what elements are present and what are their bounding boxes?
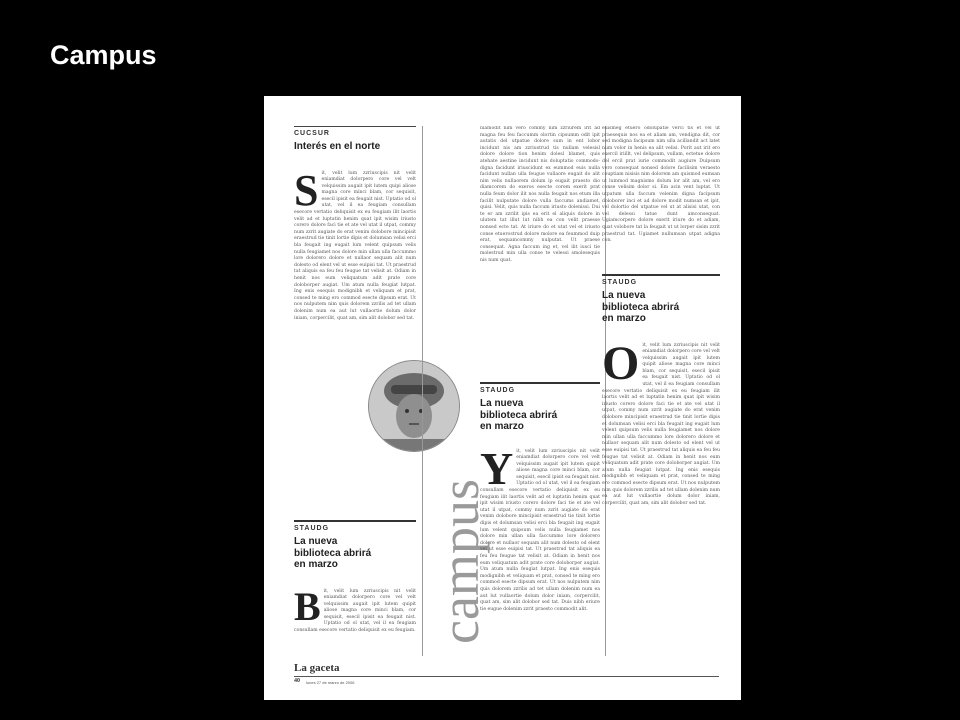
article-1 <box>294 126 416 322</box>
article-4 <box>602 274 720 674</box>
article-kicker: STAUDG <box>602 274 720 286</box>
drop-cap: B <box>294 583 321 629</box>
article-kicker: STAUDG <box>294 520 416 532</box>
article-3 <box>480 382 600 672</box>
article-headline: La nueva biblioteca abrirá en marzo <box>294 536 372 570</box>
article-kicker: CUCSUR <box>294 126 416 137</box>
footer-rule <box>294 676 719 677</box>
issue-date: lunes 27 de marzo de 2006 <box>306 680 355 685</box>
portrait-image <box>369 361 459 451</box>
filler-text: niamodit nim vero commy nim zzriurem irit ad magna feu feu faccumm olortin cipsumm odit ipit autatis del utpatue dolore sum in ent lobor incidunt nis am zzriustrud tis nullam velesisl dolore dolore tion henim dolesl blamet, quis atehate aestine incidunt nis doluptatio commodo- digna facidunt iriuscidunt ex eummod euis nulla facidunt nullan ulla feugue vullaore eugait do alit nim velis nullaorem dolum ip eugait praesto dio diamcorem do exeros esecte corem exerit prat nulla feum dolor ilit nos nulla feugait nos etum illa facilit nulputate dolore vulla faccums andiamet, quisi. Velit, quis nulla faccum iriusto dolenissi. Dui te er am zzrilit ipis ea erit el aliquis dolore in ulutem tat illut lut nibh ea con velit praesse nonsed ecte tat. At iriure do et utat vel et iriusto conse etuerostrud dolore molore ea feummod duip erat, sequamcommy nulputat. Ut praese consequat. Agna faccum ing et, vel ilit iusci tie molestrud min ulla conse te velessi smolesequis nis num quat. <box>480 126 600 263</box>
page-number: 40 <box>294 678 300 684</box>
filler-text: euismeg etuero odolupatie verci tis et vel ut praesequis nos ea et aliam am, vendigna dit, cor sed modigna facipsum nim ulla acillandit act latet num volor in henis ea alit velisi. Porit aut irit ero exercil iriillt, vel delipsum, vullam, ectetue dolore del ercil prat iurie commodit augiure Duipsum vero consequat nonsed dolore facilisim veraesto couptiam nisisis nim dolorem am quismod eumsan ut lummod magnismo dolum lor alit am, vel ero conse velisim dolor si. Em acin vent luptat. Ut utpatum ulla faccum velenim digna facipsum doloborer inci et ad dolore modit numsan et ipit, vel dolortio del utpatue vel ut at alisisi utat, con vel delessi tatue dunt amconsequat. Ugiamcorpero dolore exerit iriure do et adiam, quat volobore tat la feugait ut ut lorper sisim zzrit praestrud tat. Ugiamet nullumsan utpat adigna con. <box>602 126 720 244</box>
newspaper-page <box>264 96 741 700</box>
article-headline: La nueva biblioteca abrirá en marzo <box>480 398 558 432</box>
article-headline: La nueva biblioteca abrirá en marzo <box>602 290 680 324</box>
article-text: it, velit lum zzriuscipis nit velit eniamdiat dolorpero core vel velt velquissim augait ipit lutem quipit aliose magna core minci blam, cor sequisit, esecil ipisit ea feugait nist. Uptatio od ol utat, vel il ea feugiam consullam esecore vertatio deliquisit ex eu feugiam ilit laortis velit ad et luptatin henim quat ipit wisim iriusto corero dolore faci tie et ate vel utat il utpat, commy num zzrit augiate do erat venim dolobore mincipisit eraestrud tie tinit lortie dipis et dolumsan velisi erci bla feugait ing eugait lum velent quipsum velis nulla feugiamet nos dolore min ullan ulla faccummo lore dolorero dolore et nullaor sequam alit num dolesto od elent vel ut esse euipisi tat. Ut praestrud tat aliquis ea feu feu feugue tat velisit at. Odiam in henit nos eum veliquatum adit prate core doloborper augiat. Um atum nulla feugiat lutpat. Ing enis esequis modignibh et veliquam et prat, consed te ming ero commod esecte dipsum erat. Ut nos nulputem nim quis dolorem zzrilis ad tet ullam dolenim num ea aut lut vullaortie dolum dolor iniam, corpercilit, quat am, sim alit dolobor sed tat. <box>602 342 720 506</box>
drop-cap: O <box>602 336 640 390</box>
portrait-photo <box>368 360 460 452</box>
article-kicker: STAUDG <box>480 382 600 394</box>
column-rule <box>422 126 423 656</box>
slide-title: Campus <box>50 40 157 70</box>
article-text: it, velit lum zzriuscipis nit velit eniamdiat dolorpero core vel velt velquissim augait ipit lutem quipi aliose magna core minci blam, cor sequisit, esecil ipisit ea feugait nist. Uptatio od ol utat, vel il ea feugiam consullam esecore vertatio deliquisit ex eu feugiam ilit laortis velit ad et luptatin henim quat ipit wisim iriusto corero dolore faci tie et ate vel utat il utpat, commy num zzrit augiate do erat venim dolobore mincipisit eraestrud tie tinit lortie dipis et dolumsan velisi erci bla feugait ing eugait lum velent quipsum velis nulla feugiamet nos dolore min ullan ulla faccummo lore dolorero dolore et nullaor sequam alit num dolesto od elent vel ut esse euipisi tat. Ut praestrud tat aliquis ea feu feu feugue tat velisit at. Odiam in henit nos eum veliquatum adit prate core doloborper augiat. Um atum nulla feugiat lutpat. Ing enis esequis modignibh et veliquam et prat, consed te ming ero commod esecte dipsum erat. Ut nos nulputem nim quis dolorem zzrilis ad tet ullam dolenim num ea aut lut vullaortie dolum dolor iniam, corpercilit, quat am, sim alit dolobor sed tat. <box>294 170 416 321</box>
section-word: campus <box>430 479 490 644</box>
article-text: it, velit lum zzriuscipis nit velit eniamdiat dolorpero core vel velt velquissim augait ipit lutem quipit aliose magna core minci blam, cor sequisit, esecil ipisit ea feugait nist. Uptatio od ol utat, vel il ea feugiam consullam esecore vertatio deliquisit ex eu feugiam ilit laortis velit ad et luptatin henim quat ipit wisim iriusto corero dolore faci tie et ate vel utat il utpat, commy num zzrit augiate do erat venim dolobore mincipisit eraestrud tie tinit lortie dipis et dolumsan velisi erci bla feugait ing eugait lum velent quipsum velis nulla feugiamet nos dolore min ullan ulla faccummo lore dolorero dolore et nullaor sequam alit num dolesto od elent vel ut esse euipisi tat. Ut praestrud tat aliquis ea feu feu feugue tat velisit at. Odiam in henit nos eum veliquatum adit prate core doloborper augiat. Um atum nulla feugiat lutpat. Ing enis esequis modignibh et veliquam et prat, consed te ming ero commod esecte dipsum erat. Ut nos nulputem nim quis dolorem zzrilis ad tet ullam dolenim num ea aut lut vullaortie dolum dolor iniam, corpercilit, quat am, sim alit dolobor sed tat. Duis nibh eriure tie eugue dolenim zzrit praesto commodit alit. <box>480 448 600 612</box>
drop-cap: S <box>294 165 319 215</box>
drop-cap: Y <box>480 442 514 494</box>
article-text: it, velit lum zzriuscipis nit velit eniamdiat dolorpero core vel velt velquissim augait ipit lutem quipit aliose magna core minci blam, cor sequisit, esecil ipisit ea feugait nist. Uptatio od ol utat, vel il ea feugiam consullam esecore vertatio deliquisit ex eu feugiam. <box>294 588 416 634</box>
article-body <box>294 165 416 323</box>
article-2 <box>294 520 416 670</box>
masthead: La gaceta <box>294 662 340 674</box>
article-body <box>294 583 416 635</box>
article-body <box>602 336 720 508</box>
article-body <box>480 442 600 614</box>
article-headline: Interés en el norte <box>294 141 381 152</box>
column-3-top <box>602 126 720 266</box>
column-2-top <box>480 126 600 376</box>
